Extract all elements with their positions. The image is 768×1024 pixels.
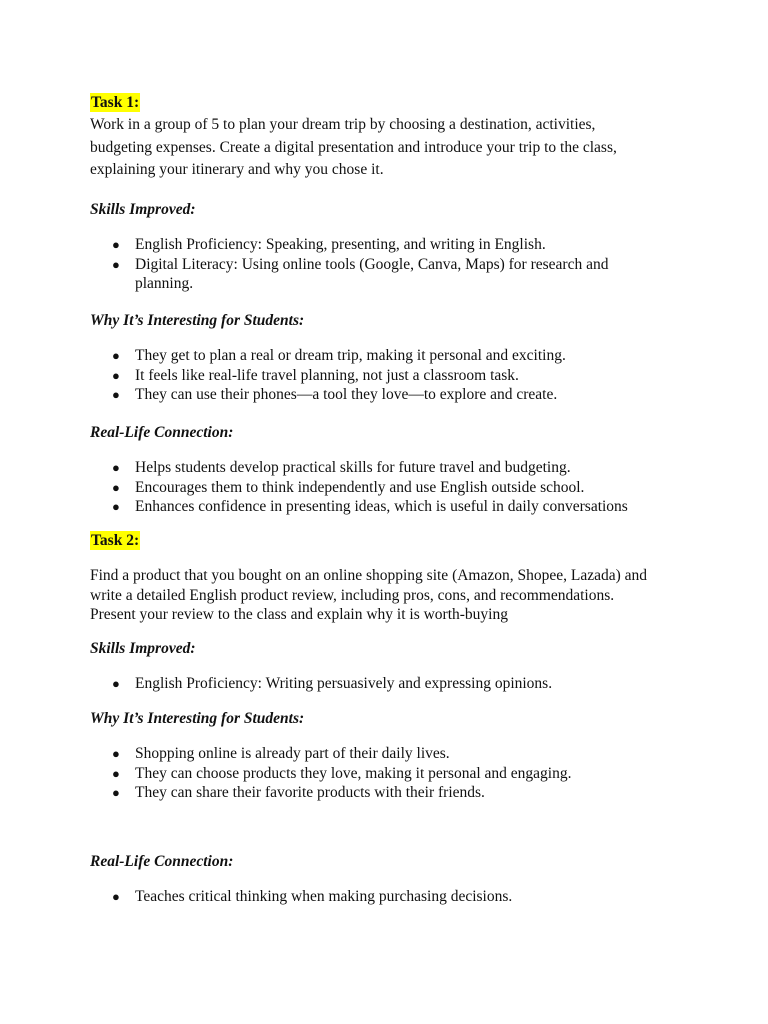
task2-heading: Task 2: (91, 532, 140, 549)
list-item (90, 783, 690, 803)
list-item-text: They can choose products they love, making it personal and engaging. (135, 764, 572, 782)
task2-description (90, 566, 690, 625)
list-item-text: Encourages them to think independently and use English outside school. (135, 478, 585, 496)
bullet-icon: ● (112, 765, 120, 781)
list-item-text: They can use their phones—a tool they love—to explore and create. (135, 386, 558, 403)
task2-description-line: Find a product that you bought on an online shopping site (Amazon, Shopee, Lazada) and (90, 567, 648, 584)
bullet-icon: ● (112, 785, 120, 800)
bullet-icon: ● (112, 348, 120, 363)
task2-connection-list (90, 887, 690, 907)
task1-description-line: explaining your itinerary and why you chose it. (90, 161, 384, 178)
list-item-text: Enhances confidence in presenting ideas, which is useful in daily conversations (135, 498, 628, 515)
task2-heading-wrap (90, 531, 690, 551)
list-item (90, 478, 690, 498)
list-item (90, 744, 690, 764)
bullet-icon: ● (112, 387, 120, 402)
bullet-icon: ● (112, 499, 120, 514)
bullet-icon: ● (112, 746, 120, 761)
list-item (90, 235, 690, 255)
task1-interesting-heading: Why It’s Interesting for Students: (90, 312, 305, 329)
list-item-text: Teaches critical thinking when making purchasing decisions. (135, 888, 513, 905)
list-item-text: English Proficiency: Speaking, presenting, and writing in English. (135, 236, 546, 253)
task2-skills-heading: Skills Improved: (90, 640, 196, 657)
bullet-icon: ● (112, 479, 120, 495)
list-item (90, 458, 690, 478)
list-item (90, 385, 690, 405)
task2-connection-heading: Real-Life Connection: (90, 853, 234, 870)
list-item (90, 366, 690, 386)
list-item-text-continued: planning. (135, 275, 194, 292)
bullet-icon: ● (112, 256, 120, 272)
list-item-text: They can share their favorite products with their friends. (135, 784, 485, 801)
list-item-text: Shopping online is already part of their daily lives. (135, 745, 450, 762)
bullet-icon: ● (112, 889, 120, 904)
task2-interesting-heading: Why It’s Interesting for Students: (90, 710, 305, 727)
bullet-icon: ● (112, 676, 120, 691)
task1-skills-list (90, 235, 690, 294)
task1-heading: Task 1: (91, 94, 140, 111)
list-item-text: Helps students develop practical skills for future travel and budgeting. (135, 459, 571, 476)
task1-connection-list (90, 458, 690, 517)
list-item (90, 346, 690, 366)
task1-description (90, 114, 690, 182)
task1-interesting-list (90, 346, 690, 405)
bullet-icon: ● (112, 367, 120, 383)
list-item (90, 255, 690, 294)
task1-connection-heading: Real-Life Connection: (90, 424, 234, 441)
task1-description-line: budgeting expenses. Create a digital presentation and introduce your trip to the class, (90, 138, 617, 156)
bullet-icon: ● (112, 237, 120, 252)
list-item-text: Digital Literacy: Using online tools (Google, Canva, Maps) for research and (135, 255, 609, 273)
list-item (90, 764, 690, 784)
list-item (90, 887, 690, 907)
list-item (90, 674, 690, 694)
list-item-text: They get to plan a real or dream trip, making it personal and exciting. (135, 347, 566, 364)
task2-description-line: Present your review to the class and explain why it is worth-buying (90, 606, 508, 623)
task2-interesting-list (90, 744, 690, 803)
task2-skills-list (90, 674, 690, 694)
list-item-text: English Proficiency: Writing persuasively and expressing opinions. (135, 675, 553, 692)
task2-description-line: write a detailed English product review, including pros, cons, and recommendations. (90, 586, 615, 604)
task1-heading-wrap (90, 93, 690, 113)
task1-description-line: Work in a group of 5 to plan your dream trip by choosing a destination, activities, (90, 116, 596, 133)
task1-skills-heading: Skills Improved: (90, 201, 196, 218)
bullet-icon: ● (112, 460, 120, 475)
list-item-text: It feels like real-life travel planning, not just a classroom task. (135, 366, 519, 384)
list-item (90, 497, 690, 517)
